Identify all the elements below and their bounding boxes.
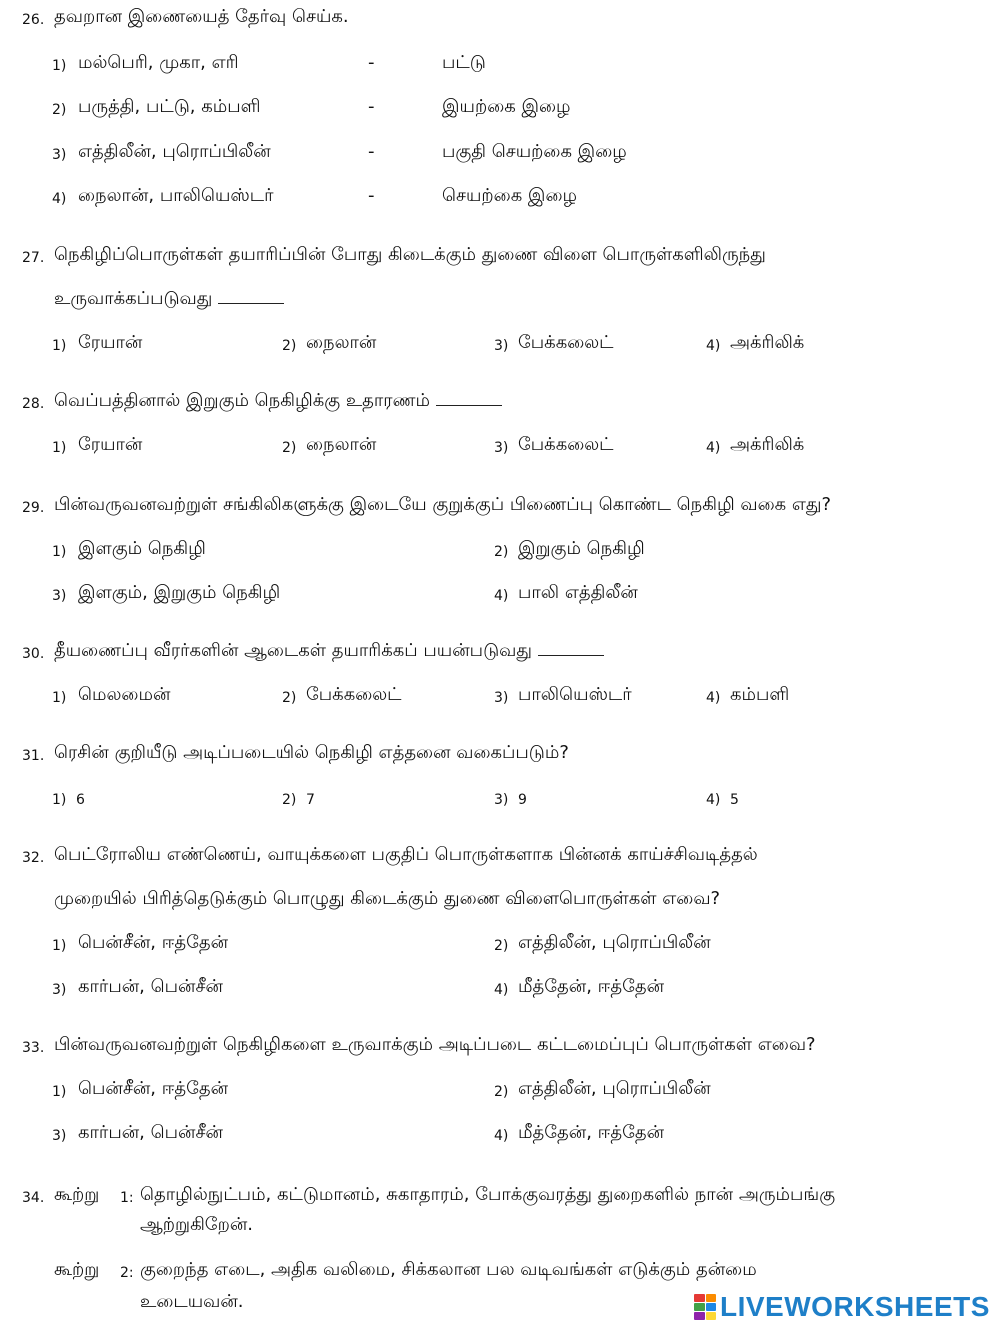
question-stem: ரெசின் குறியீடு அடிப்படையில் நெகிழி எத்தனை வகைப்படும்? xyxy=(54,742,569,763)
option-text: எத்திலீன், புரொப்பிலீன் xyxy=(518,932,711,953)
option-text: மீத்தேன், ஈத்தேன் xyxy=(518,1122,665,1143)
statement-number: 1: xyxy=(120,1190,134,1206)
question-stem: தீயணைப்பு வீரர்களின் ஆடைகள் தயாரிக்கப் பயன்படுவது xyxy=(54,640,532,661)
pair-dash: - xyxy=(368,141,375,162)
option-number: 1) xyxy=(52,544,67,560)
question-stem: நெகிழிப்பொருள்கள் தயாரிப்பின் போது கிடைக்கும் துணை விளை பொருள்களிலிருந்து xyxy=(54,244,766,265)
option-text: பாலி எத்திலீன் xyxy=(518,582,638,603)
option-text: கார்பன், பென்சீன் xyxy=(78,1122,223,1143)
option-text: பென்சீன், ஈத்தேன் xyxy=(78,932,229,953)
statement-number: 2: xyxy=(120,1265,134,1281)
option-number: 1) xyxy=(52,338,67,354)
pair-right: இயற்கை இழை xyxy=(442,96,571,117)
option-text: பேக்கலைட் xyxy=(306,684,402,705)
question-number: 33. xyxy=(22,1040,45,1056)
option-text: இளகும், இறுகும் நெகிழி xyxy=(78,582,281,603)
option-number: 2) xyxy=(282,690,297,706)
question-stem: பின்வருவனவற்றுள் நெகிழிகளை உருவாக்கும் அடிப்படை கட்டமைப்புப் பொருள்கள் எவை? xyxy=(54,1034,816,1055)
option-text: ரேயான் xyxy=(78,434,143,455)
option-number: 3) xyxy=(494,792,509,808)
statement-label: கூற்று xyxy=(54,1184,100,1205)
pair-left: எத்திலீன், புரொப்பிலீன் xyxy=(78,141,271,162)
question-number: 26. xyxy=(22,12,45,28)
statement-text: தொழில்நுட்பம், கட்டுமானம், சுகாதாரம், போக்குவரத்து துறைகளில் நான் அரும்பங்கு xyxy=(140,1184,836,1205)
option-number: 3) xyxy=(494,440,509,456)
option-text: நைலான் xyxy=(306,332,377,353)
liveworksheets-watermark xyxy=(694,1292,990,1322)
option-text: அக்ரிலிக் xyxy=(730,434,805,455)
pair-right: செயற்கை இழை xyxy=(442,185,577,206)
question-number: 32. xyxy=(22,850,45,866)
question-stem: பெட்ரோலிய எண்ணெய், வாயுக்களை பகுதிப் பொருள்களாக பின்னக் காய்ச்சிவடித்தல் xyxy=(54,844,758,865)
watermark-text: LIVEWORKSHEETS xyxy=(720,1291,990,1322)
option-number: 1) xyxy=(52,792,67,808)
pair-number: 1) xyxy=(52,58,67,74)
pair-right: பட்டு xyxy=(442,52,486,73)
option-text: கார்பன், பென்சீன் xyxy=(78,976,223,997)
question-stem: உருவாக்கப்படுவது xyxy=(54,288,213,309)
option-text: 5 xyxy=(730,792,739,808)
option-number: 3) xyxy=(52,982,67,998)
option-text: எத்திலீன், புரொப்பிலீன் xyxy=(518,1078,711,1099)
question-number: 30. xyxy=(22,646,45,662)
pair-dash: - xyxy=(368,96,375,117)
option-number: 1) xyxy=(52,440,67,456)
option-number: 3) xyxy=(52,588,67,604)
option-text: ரேயான் xyxy=(78,332,143,353)
statement-label: கூற்று xyxy=(54,1259,100,1280)
pair-number: 3) xyxy=(52,147,67,163)
option-text: 7 xyxy=(306,792,315,808)
option-text: மெலமைன் xyxy=(78,684,171,705)
question-number: 31. xyxy=(22,748,45,764)
option-number: 4) xyxy=(494,982,509,998)
option-text: பென்சீன், ஈத்தேன் xyxy=(78,1078,229,1099)
option-text: பாலியெஸ்டர் xyxy=(518,684,632,705)
question-stem: பின்வருவனவற்றுள் சங்கிலிகளுக்கு இடையே குறுக்குப் பிணைப்பு கொண்ட நெகிழி வகை எது? xyxy=(54,494,832,515)
option-text: மீத்தேன், ஈத்தேன் xyxy=(518,976,665,997)
option-number: 4) xyxy=(706,440,721,456)
option-number: 2) xyxy=(494,544,509,560)
option-text: பேக்கலைட் xyxy=(518,332,614,353)
option-text: 9 xyxy=(518,792,527,808)
option-number: 4) xyxy=(706,792,721,808)
option-number: 2) xyxy=(494,1084,509,1100)
answer-blank[interactable] xyxy=(538,641,604,656)
pair-right: பகுதி செயற்கை இழை xyxy=(442,141,627,162)
option-text: கம்பளி xyxy=(730,684,790,705)
option-number: 3) xyxy=(494,338,509,354)
pair-number: 4) xyxy=(52,191,67,207)
option-number: 4) xyxy=(494,588,509,604)
option-number: 4) xyxy=(494,1128,509,1144)
pair-number: 2) xyxy=(52,102,67,118)
pair-left: பருத்தி, பட்டு, கம்பளி xyxy=(78,96,261,117)
option-number: 1) xyxy=(52,1084,67,1100)
option-text: பேக்கலைட் xyxy=(518,434,614,455)
answer-blank[interactable] xyxy=(218,289,284,304)
pair-left: மல்பெரி, முகா, எரி xyxy=(78,52,239,73)
question-stem: வெப்பத்தினால் இறுகும் நெகிழிக்கு உதாரணம் xyxy=(54,390,430,411)
question-number: 28. xyxy=(22,396,45,412)
option-text: இளகும் நெகிழி xyxy=(78,538,206,559)
option-number: 3) xyxy=(494,690,509,706)
question-number: 34. xyxy=(22,1190,45,1206)
option-text: இறுகும் நெகிழி xyxy=(518,538,645,559)
option-number: 1) xyxy=(52,690,67,706)
option-number: 2) xyxy=(282,792,297,808)
option-text: அக்ரிலிக் xyxy=(730,332,805,353)
question-stem: தவறான இணையைத் தேர்வு செய்க. xyxy=(54,6,349,27)
question-number: 29. xyxy=(22,500,45,516)
option-number: 2) xyxy=(282,338,297,354)
option-text: நைலான் xyxy=(306,434,377,455)
answer-blank[interactable] xyxy=(436,391,502,406)
question-number: 27. xyxy=(22,250,45,266)
statement-text: குறைந்த எடை, அதிக வலிமை, சிக்கலான பல வடிவங்கள் எடுக்கும் தன்மை xyxy=(140,1259,757,1280)
pair-left: நைலான், பாலியெஸ்டர் xyxy=(78,185,274,206)
liveworksheets-logo-icon xyxy=(694,1294,716,1320)
pair-dash: - xyxy=(368,52,375,73)
option-number: 1) xyxy=(52,938,67,954)
statement-text: ஆற்றுகிறேன். xyxy=(140,1214,254,1235)
option-number: 2) xyxy=(282,440,297,456)
statement-text: உடையவன். xyxy=(140,1291,244,1312)
option-text: 6 xyxy=(76,792,85,808)
option-number: 4) xyxy=(706,338,721,354)
option-number: 2) xyxy=(494,938,509,954)
pair-dash: - xyxy=(368,185,375,206)
question-stem: முறையில் பிரித்தெடுக்கும் பொழுது கிடைக்கும் துணை விளைபொருள்கள் எவை? xyxy=(54,888,721,909)
option-number: 3) xyxy=(52,1128,67,1144)
option-number: 4) xyxy=(706,690,721,706)
